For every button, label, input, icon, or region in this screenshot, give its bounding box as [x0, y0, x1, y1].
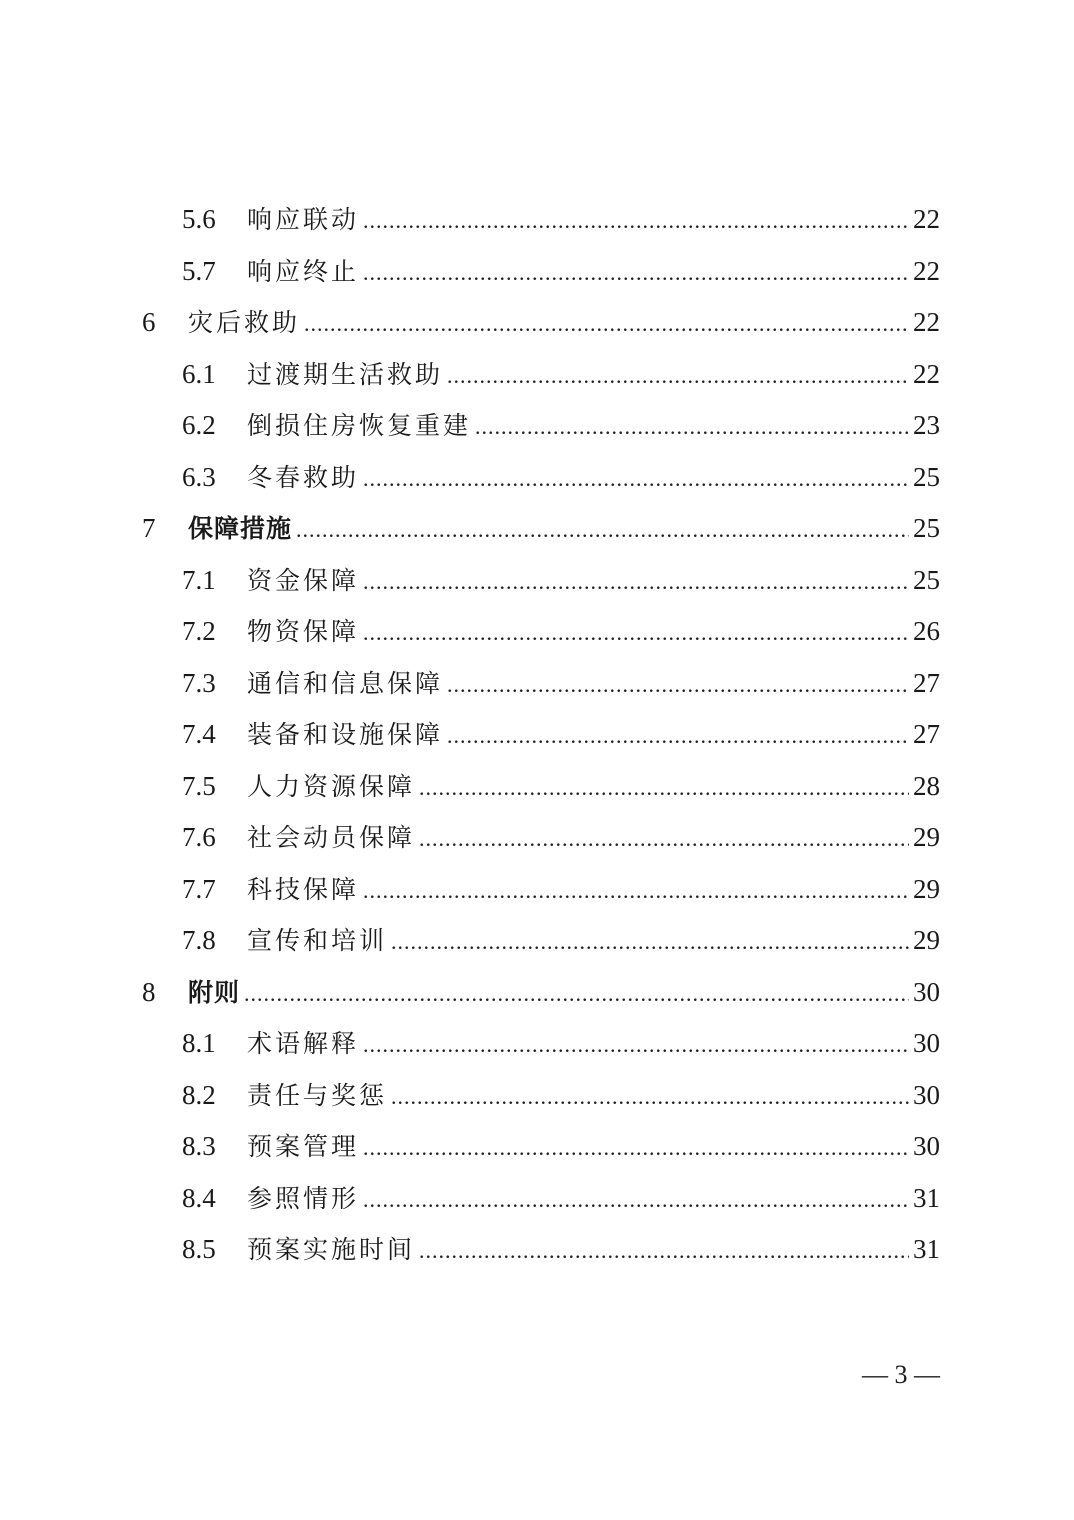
toc-entry-page: 30	[913, 976, 940, 1007]
toc-entry-line	[247, 923, 940, 957]
toc-subsection-entry[interactable]	[0, 398, 1074, 450]
toc-entry-line	[247, 202, 940, 236]
toc-entry-page: 30	[913, 1028, 940, 1058]
toc-leader-dots	[363, 874, 909, 908]
toc-entry-page: 30	[913, 1079, 940, 1110]
toc-leader-dots	[391, 925, 909, 959]
toc-entry-number: 6.3	[182, 461, 216, 492]
toc-entry-number: 6.1	[182, 358, 216, 389]
toc-entry-line	[247, 1026, 940, 1060]
toc-entry-title: 通信和信息保障	[247, 668, 444, 698]
toc-entry-title: 保障措施	[188, 514, 293, 543]
toc-entry-line	[247, 408, 940, 442]
toc-leader-dots	[475, 410, 909, 444]
toc-subsection-entry[interactable]	[0, 707, 1074, 759]
toc-entry-line	[247, 357, 940, 391]
toc-subsection-entry[interactable]	[0, 913, 1074, 965]
toc-entry-title: 过渡期生活救助	[247, 359, 444, 389]
toc-entry-number: 5.7	[182, 255, 216, 286]
toc-subsection-entry[interactable]	[0, 347, 1074, 399]
toc-leader-dots	[363, 462, 909, 496]
toc-subsection-entry[interactable]	[0, 810, 1074, 862]
toc-entry-page: 22	[913, 204, 940, 234]
toc-entry-page: 26	[913, 616, 940, 646]
toc-subsection-entry[interactable]	[0, 450, 1074, 502]
toc-entry-page: 30	[913, 1131, 940, 1161]
toc-entry-number: 6	[142, 307, 156, 337]
toc-entry-number: 7.5	[182, 770, 216, 801]
toc-section-entry[interactable]	[0, 295, 1074, 347]
toc-entry-line	[247, 769, 940, 803]
toc-entry-number: 6.2	[182, 410, 216, 440]
toc-entry-page: 29	[913, 822, 940, 852]
toc-entry-number: 5.6	[182, 204, 216, 234]
toc-entry-page: 22	[913, 255, 940, 286]
toc-subsection-entry[interactable]	[0, 1171, 1074, 1223]
page-number: — 3 —	[862, 1360, 940, 1389]
toc-leader-dots	[304, 307, 909, 341]
toc-entry-number: 8	[142, 976, 156, 1007]
toc-entry-line	[247, 717, 940, 751]
toc-entry-line	[247, 1129, 940, 1163]
toc-entry-number: 8.1	[182, 1028, 216, 1058]
toc-leader-dots	[447, 719, 909, 753]
toc-subsection-entry[interactable]	[0, 604, 1074, 656]
toc-leader-dots	[363, 1028, 909, 1062]
toc-entry-line	[247, 1181, 940, 1215]
toc-entry-title: 预案管理	[247, 1132, 360, 1161]
toc-entry-page: 29	[913, 925, 940, 955]
toc-leader-dots	[447, 359, 909, 393]
toc-entry-line	[247, 1232, 940, 1266]
toc-entry-page: 27	[913, 719, 940, 749]
toc-entry-number: 8.4	[182, 1182, 216, 1213]
toc-entry-title: 倒损住房恢复重建	[247, 411, 472, 440]
toc-subsection-entry[interactable]	[0, 192, 1074, 244]
toc-leader-dots	[419, 822, 909, 856]
toc-entry-number: 7.3	[182, 667, 216, 698]
toc-leader-dots	[244, 977, 909, 1011]
toc-entry-page: 25	[913, 461, 940, 492]
toc-leader-dots	[363, 1131, 909, 1165]
toc-entry-page: 29	[913, 873, 940, 904]
toc-entry-title: 附则	[188, 977, 241, 1007]
toc-entry-page: 28	[913, 770, 940, 801]
toc-entry-title: 资金保障	[247, 565, 360, 595]
toc-subsection-entry[interactable]	[0, 759, 1074, 811]
toc-entry-page: 31	[913, 1234, 940, 1264]
toc-leader-dots	[296, 513, 909, 547]
toc-subsection-entry[interactable]	[0, 1119, 1074, 1171]
toc-subsection-entry[interactable]	[0, 862, 1074, 914]
table-of-contents	[0, 192, 1074, 1274]
toc-entry-title: 术语解释	[247, 1029, 360, 1058]
toc-entry-title: 预案实施时间	[247, 1235, 416, 1264]
toc-entry-line	[247, 460, 940, 494]
toc-entry-number: 8.2	[182, 1079, 216, 1110]
toc-entry-number: 8.3	[182, 1131, 216, 1161]
toc-entry-title: 装备和设施保障	[247, 720, 444, 749]
toc-entry-line	[247, 614, 940, 648]
toc-subsection-entry[interactable]	[0, 1016, 1074, 1068]
toc-entry-page: 25	[913, 513, 940, 543]
toc-leader-dots	[363, 1183, 909, 1217]
toc-entry-line	[188, 975, 940, 1009]
toc-entry-number: 7.7	[182, 873, 216, 904]
toc-entry-line	[247, 254, 940, 288]
toc-subsection-entry[interactable]	[0, 244, 1074, 296]
toc-leader-dots	[363, 256, 909, 290]
toc-entry-line	[247, 563, 940, 597]
toc-entry-line	[188, 305, 940, 339]
toc-section-entry[interactable]	[0, 965, 1074, 1017]
toc-entry-number: 7.1	[182, 564, 216, 595]
toc-entry-title: 责任与奖惩	[247, 1080, 388, 1110]
toc-leader-dots	[363, 204, 909, 238]
toc-entry-title: 宣传和培训	[247, 926, 388, 955]
toc-entry-title: 人力资源保障	[247, 771, 416, 801]
toc-entry-line	[247, 820, 940, 854]
toc-subsection-entry[interactable]	[0, 553, 1074, 605]
toc-entry-number: 8.5	[182, 1234, 216, 1264]
toc-entry-title: 物资保障	[247, 617, 360, 646]
toc-entry-line	[188, 511, 940, 545]
toc-leader-dots	[419, 1234, 909, 1268]
toc-leader-dots	[419, 771, 909, 805]
toc-entry-number: 7.8	[182, 925, 216, 955]
toc-leader-dots	[363, 565, 909, 599]
toc-subsection-entry[interactable]	[0, 656, 1074, 708]
toc-entry-title: 冬春救助	[247, 462, 360, 492]
toc-entry-title: 灾后救助	[188, 308, 301, 337]
toc-subsection-entry[interactable]	[0, 1222, 1074, 1274]
toc-entry-page: 31	[913, 1182, 940, 1213]
toc-entry-page: 25	[913, 564, 940, 595]
toc-leader-dots	[391, 1080, 909, 1114]
toc-entry-number: 7.6	[182, 822, 216, 852]
toc-section-entry[interactable]	[0, 501, 1074, 553]
toc-entry-line	[247, 872, 940, 906]
toc-entry-title: 响应终止	[247, 256, 360, 286]
toc-subsection-entry[interactable]	[0, 1068, 1074, 1120]
toc-entry-page: 23	[913, 410, 940, 440]
toc-entry-number: 7	[142, 513, 156, 543]
toc-entry-title: 社会动员保障	[247, 823, 416, 852]
toc-leader-dots	[363, 616, 909, 650]
toc-entry-number: 7.4	[182, 719, 216, 749]
toc-entry-title: 科技保障	[247, 874, 360, 904]
toc-entry-line	[247, 666, 940, 700]
toc-entry-title: 响应联动	[247, 205, 360, 234]
toc-entry-title: 参照情形	[247, 1183, 360, 1213]
toc-leader-dots	[447, 668, 909, 702]
toc-entry-page: 27	[913, 667, 940, 698]
toc-entry-number: 7.2	[182, 616, 216, 646]
toc-entry-line	[247, 1078, 940, 1112]
toc-entry-page: 22	[913, 358, 940, 389]
toc-entry-page: 22	[913, 307, 940, 337]
